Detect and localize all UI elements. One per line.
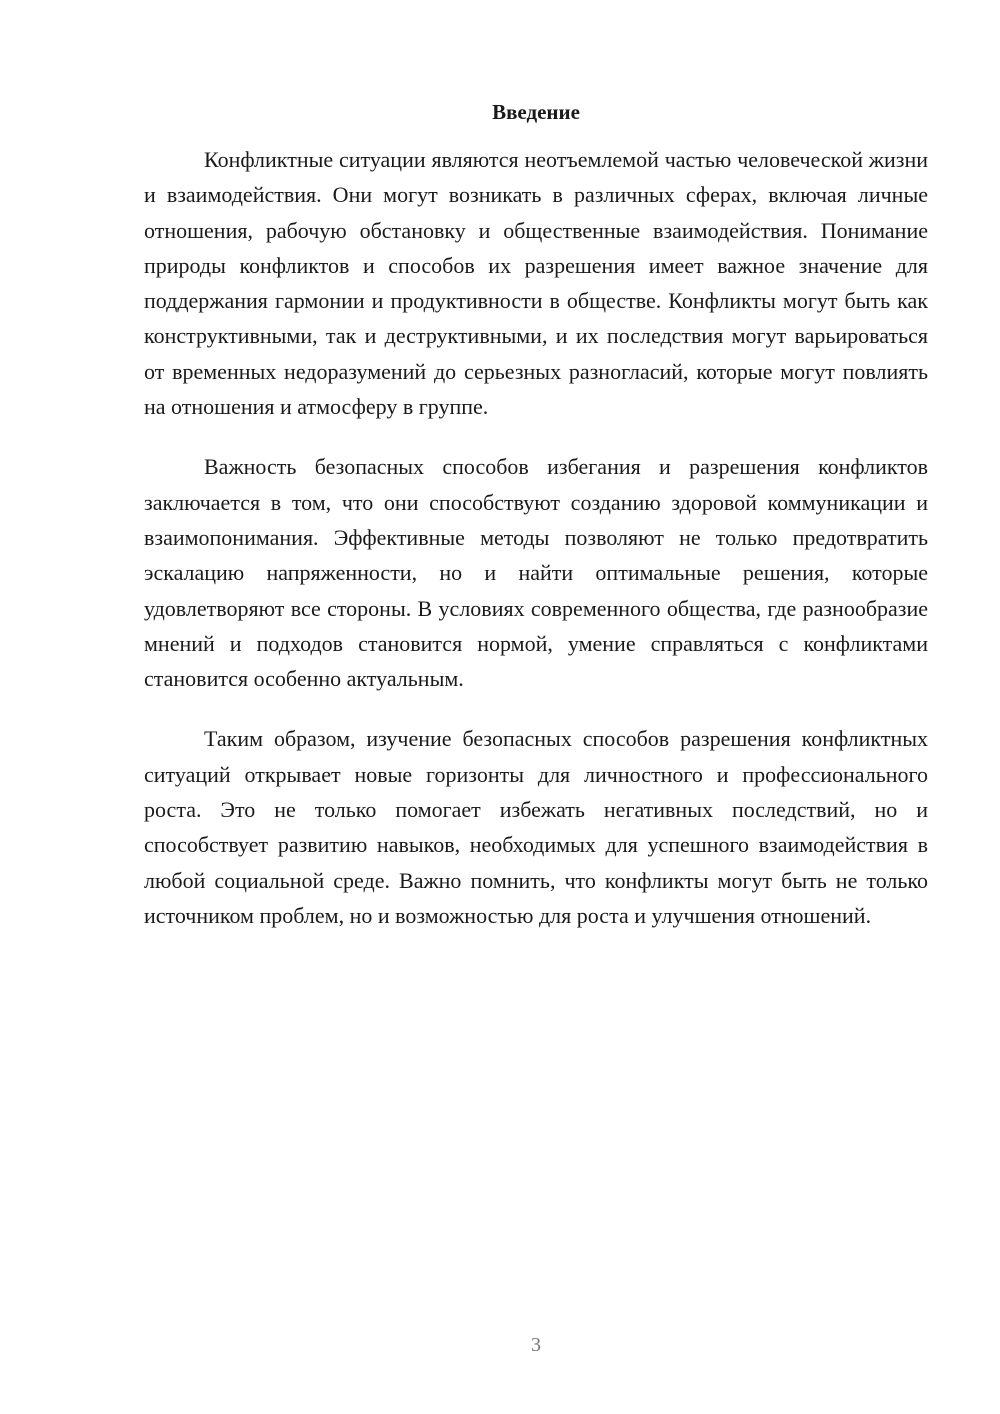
body-text bbox=[144, 142, 928, 958]
page-number: 3 bbox=[531, 1334, 541, 1356]
paragraph-3: Таким образом, изучение безопасных способов разрешения конфликтных ситуаций открывает новые горизонты для личностного и профессионального роста. Это не только помогает избежать негативных последствий, но и способствует развитию навыков, необходимых для успешного взаимодействия в любой социальной среде. Важно помнить, что конфликты могут быть не только источником проблем, но и возможностью для роста и улучшения отношений. bbox=[144, 726, 928, 928]
paragraph-1: Конфликтные ситуации являются неотъемлемой частью человеческой жизни и взаимодействия. Они могут возникать в различных сферах, включая личные отношения, рабочую обстановку и общественные взаимодействия. Понимание природы конфликтов и способов их разрешения имеет важное значение для поддержания гармонии и продуктивности в обществе. Конфликты могут быть как конструктивными, так и деструктивными, и их последствия могут варьироваться от временных недоразумений до серьезных разногласий, которые могут повлиять на отношения и атмосферу в группе. bbox=[144, 147, 928, 420]
section-title: Введение bbox=[492, 100, 580, 124]
paragraph-2: Важность безопасных способов избегания и разрешения конфликтов заключается в том, что они способствуют созданию здоровой коммуникации и взаимопонимания. Эффективные методы позволяют не только предотвратить эскалацию напряженности, но и найти оптимальные решения, которые удовлетворяют все стороны. В условиях современного общества, где разнообразие мнений и подходов становится нормой, умение справляться с конфликтами становится особенно актуальным. bbox=[144, 454, 928, 692]
